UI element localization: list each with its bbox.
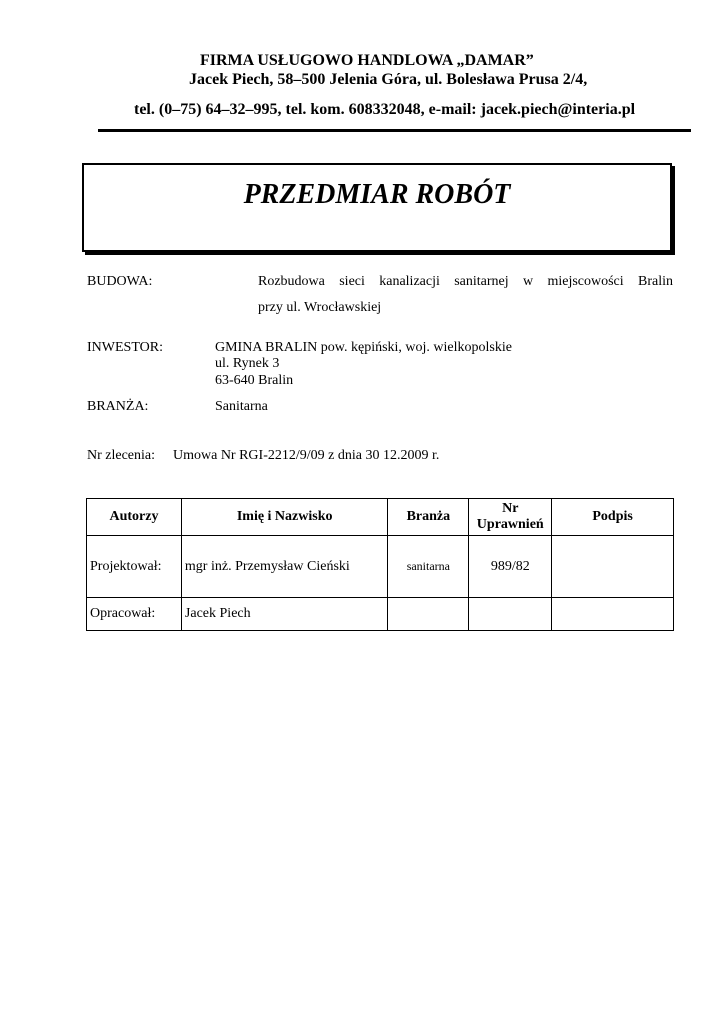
header-branza: Branża — [388, 499, 469, 536]
inwestor-label: INWESTOR: — [87, 340, 163, 355]
inwestor-line3: 63-640 Bralin — [215, 373, 294, 388]
inwestor-line2: ul. Rynek 3 — [215, 356, 280, 371]
header-divider — [98, 129, 691, 132]
role-cell: Opracował: — [87, 598, 182, 631]
role-cell: Projektował: — [87, 536, 182, 598]
authors-table — [86, 498, 674, 631]
company-name: FIRMA USŁUGOWO HANDLOWA „DAMAR” — [200, 52, 534, 69]
budowa-value-line1: Rozbudowa sieci kanalizacji sanitarnej w miejscowości Bralin — [258, 274, 673, 289]
branza-cell — [388, 598, 469, 631]
podpis-cell — [552, 536, 674, 598]
header-nr-line2: Uprawnień — [476, 517, 544, 532]
nr-cell: 989/82 — [469, 536, 552, 598]
inwestor-line1: GMINA BRALIN pow. kępiński, woj. wielkopolskie — [215, 340, 512, 355]
header-nr-line1: Nr — [502, 501, 519, 516]
budowa-label: BUDOWA: — [87, 274, 153, 289]
budowa-value-line2: przy ul. Wrocławskiej — [258, 300, 382, 315]
title-box — [82, 163, 672, 252]
header-autorzy: Autorzy — [87, 499, 182, 536]
podpis-cell — [552, 598, 674, 631]
nr-cell — [469, 598, 552, 631]
name-cell: Jacek Piech — [181, 598, 387, 631]
table-row — [87, 536, 674, 598]
company-contact: tel. (0–75) 64–32–995, tel. kom. 608332048, e-mail: jacek.piech@interia.pl — [134, 101, 636, 118]
company-address: Jacek Piech, 58–500 Jelenia Góra, ul. Bolesława Prusa 2/4, — [189, 71, 588, 88]
zlecenie-value: Umowa Nr RGI-2212/9/09 z dnia 30 12.2009 r. — [173, 448, 440, 463]
header-nr-uprawnien — [469, 499, 552, 536]
branza-cell: sanitarna — [388, 536, 469, 598]
document-title: PRZEDMIAR ROBÓT — [243, 179, 511, 210]
branza-label: BRANŻA: — [87, 399, 149, 414]
table-header-row — [87, 499, 674, 536]
name-cell: mgr inż. Przemysław Cieński — [181, 536, 387, 598]
header-podpis: Podpis — [552, 499, 674, 536]
zlecenie-label: Nr zlecenia: — [87, 448, 156, 463]
table-row — [87, 598, 674, 631]
branza-value: Sanitarna — [215, 399, 268, 414]
header-imie-nazwisko: Imię i Nazwisko — [181, 499, 387, 536]
